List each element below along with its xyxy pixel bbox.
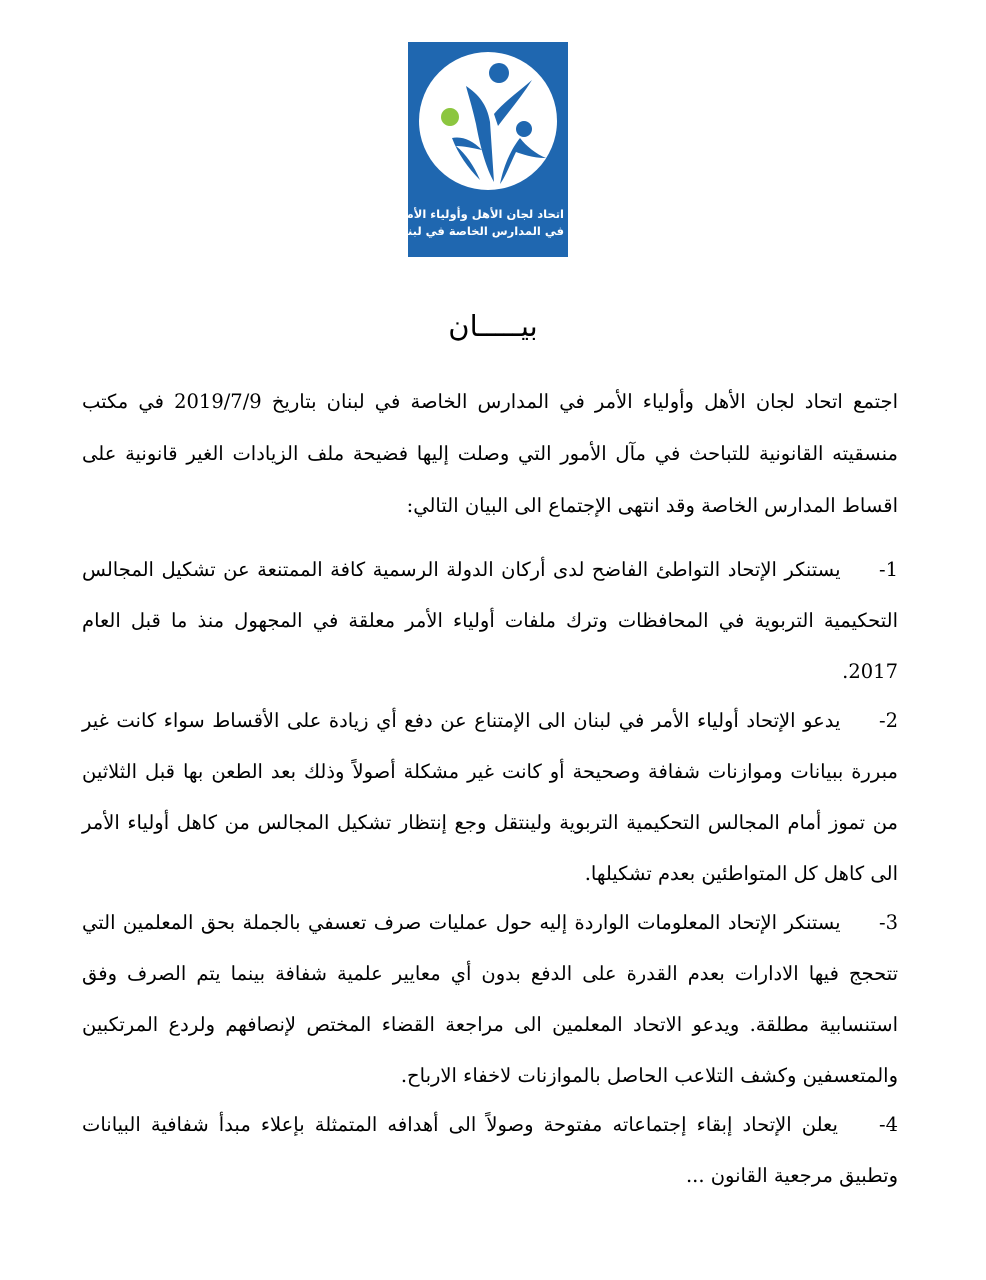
item-number: 3- [878,911,898,934]
logo-name-line-1: اتحاد لجان الأهل وأولياء الأمور [392,207,564,221]
list-item-4 [82,1099,898,1201]
list-item-2 [82,695,898,899]
document-title: بيـــــان [448,309,538,343]
logo-emblem [408,42,568,202]
item-text: يستنكر الإتحاد التواطئ الفاضح لدى أركان الدولة الرسمية كافة الممتنعة عن تشكيل المجالس التحكيمية التربوية في المحافظات وترك ملفات أولياء الأمر معلقة في المجهول منذ ما قبل العام 2017. [82,558,898,683]
item-number: 2- [878,709,898,732]
document-body [82,376,898,1199]
logo-figure-head-large-icon [489,63,509,83]
list-item-1 [82,544,898,697]
union-logo [392,42,568,257]
item-text: يعلن الإتحاد إبقاء إجتماعاته مفتوحة وصولاً الى أهدافه المتمثلة بإعلاء مبدأ شفافية البيانات وتطبيق مرجعية القانون ... [82,1113,898,1187]
logo-figure-head-small-icon [516,121,532,137]
list-item-3 [82,897,898,1101]
item-number: 1- [878,558,898,581]
logo-caption [392,206,564,240]
logo-name-line-2: في المدارس الخاصة في لبنان [393,224,564,238]
intro-paragraph: اجتمع اتحاد لجان الأهل وأولياء الأمر في المدارس الخاصة في لبنان بتاريخ 2019/7/9 في مكتب منسقيته القانونية للتباحث في مآل الأمور التي وصلت إليها فضيحة ملف الزيادات الغير قانونية على اقساط المدارس الخاصة وقد انتهى الإجتماع الى البيان التالي: [82,390,898,517]
item-number: 4- [878,1113,898,1136]
logo-green-dot-icon [441,108,459,126]
item-text: يستنكر الإتحاد المعلومات الواردة إليه حول عمليات صرف تعسفي بالجملة بحق المعلمين التي تتحجج فيها الادارات بعدم القدرة على الدفع بدون أي معايير علمية شفافة بينما يتم الصرف وفق استنسابية مطلقة. ويدعو الاتحاد المعلمين الى مراجعة القضاء المختص لإنصافهم ولردع المرتكبين والمتعسفين وكشف التلاعب الحاصل بالموازنات لاخفاء الارباح. [82,911,898,1087]
item-text: يدعو الإتحاد أولياء الأمر في لبنان الى الإمتناع عن دفع أي زيادة على الأقساط سواء كانت غير مبررة ببيانات وموازنات شفافة وصحيحة أو كانت غير مشكلة أصولاً وذلك بعد الطعن بها قبل الثلاثين من تموز أمام المجالس التحكيمية التربوية ولينتقل وجع إنتظار تشكيل المجالس من كاهل أولياء الأمر الى كاهل كل المتواطئين بعدم تشكيلها. [82,709,898,885]
